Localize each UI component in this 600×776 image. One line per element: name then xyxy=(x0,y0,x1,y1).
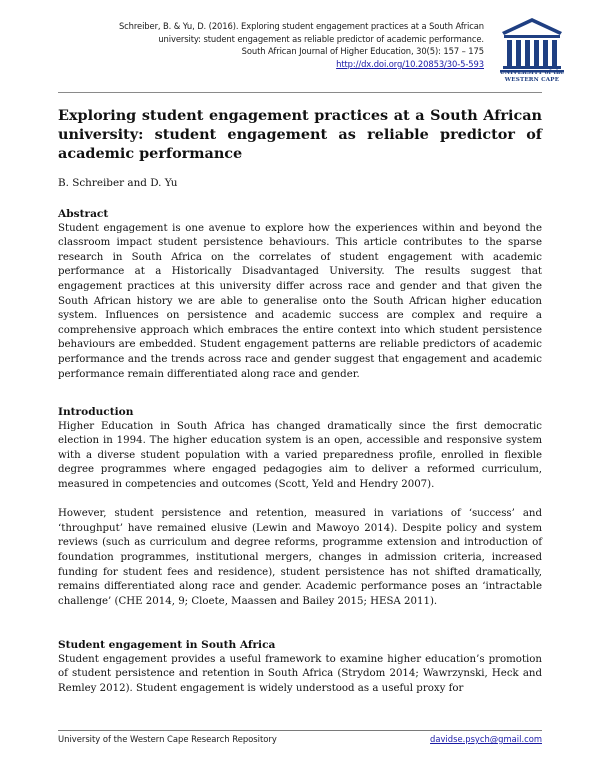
citation-line-3: South African Journal of Higher Education, 30(5): 157 – 175 xyxy=(241,46,484,57)
footer-divider xyxy=(58,730,542,731)
student-engagement-section xyxy=(58,638,542,696)
university-logo-icon xyxy=(494,16,570,98)
paper-title: Exploring student engagement practices at a South African university: student engagement as reliable predictor of academic performance xyxy=(58,107,542,162)
introduction-heading: Introduction xyxy=(58,406,134,418)
abstract-text: Student engagement is one avenue to explore how the experiences within and beyond the classroom impact student persistence behaviours. This article contributes to the sparse research in South Africa on the correlates of student engagement with academic performance at a Historically Disadvantaged University. The results suggest that engagement practices at this university differ across race and gender and that given the South African history we are able to generalise onto the South African higher education system. Influences on persistence and academic success are complex and require a comprehensive approach which embraces the entire context into which student persistence behaviours are embedded. Student engagement patterns are reliable predictors of academic performance and the trends across race and gender suggest that engagement and academic performance remain differentiated along race and gender. xyxy=(58,222,542,380)
student-engagement-heading: Student engagement in South Africa xyxy=(58,639,276,651)
footer-email-link[interactable]: davidse.psych@gmail.com xyxy=(430,734,542,744)
header-divider xyxy=(58,92,542,93)
introduction-paragraph-1: Higher Education in South Africa has changed dramatically since the first democratic election in 1994. The higher education system is an open, accessible and responsive system with a diverse student population with a varied preparedness profile, enrolled in flexible degree programmes where engaged pedagogies aim to deliver a reformed curriculum, measured in competencies and outcomes (Scott, Yeld and Hendry 2007). xyxy=(58,420,542,490)
header-citation xyxy=(44,20,484,70)
doi-link[interactable]: http://dx.doi.org/10.20853/30-5-593 xyxy=(336,58,484,69)
introduction-section xyxy=(58,405,542,609)
logo-caption: UNIVERSITY of the WESTERN CAPE xyxy=(499,70,565,83)
abstract-heading: Abstract xyxy=(58,208,109,220)
citation-line-1: Schreiber, B. & Yu, D. (2016). Exploring student engagement practices at a South African xyxy=(118,21,484,31)
introduction-paragraph-2: However, student persistence and retention, measured in variations of ‘success’ and ‘throughput’ have remained elusive (Lewin and Mawoyo 2014). Despite policy and system reviews (such as curriculum and degree reforms, programme extension and introduction of foundation programmes, institutional mergers, changes in admission criteria, increased funding for student fees and residence), student persistence has not shifted dramatically, remains differentiated along race and gender. Academic performance poses an ‘intractable challenge’ (CHE 2014, 9; Cloete, Maassen and Bailey 2015; HESA 2011). xyxy=(58,508,542,607)
student-engagement-paragraph-1: Student engagement provides a useful framework to examine higher education’s promotion of student persistence and retention in South Africa (Strydom 2014; Wawrzynski, Heck and Remley 2012). Student engagement is widely understood as a useful proxy for xyxy=(58,653,542,694)
authors: B. Schreiber and D. Yu xyxy=(58,177,178,189)
footer-repository: University of the Western Cape Research Repository xyxy=(58,734,277,744)
citation-line-2: university: student engagement as reliable predictor of academic performance. xyxy=(158,33,484,44)
abstract-section xyxy=(58,207,542,382)
